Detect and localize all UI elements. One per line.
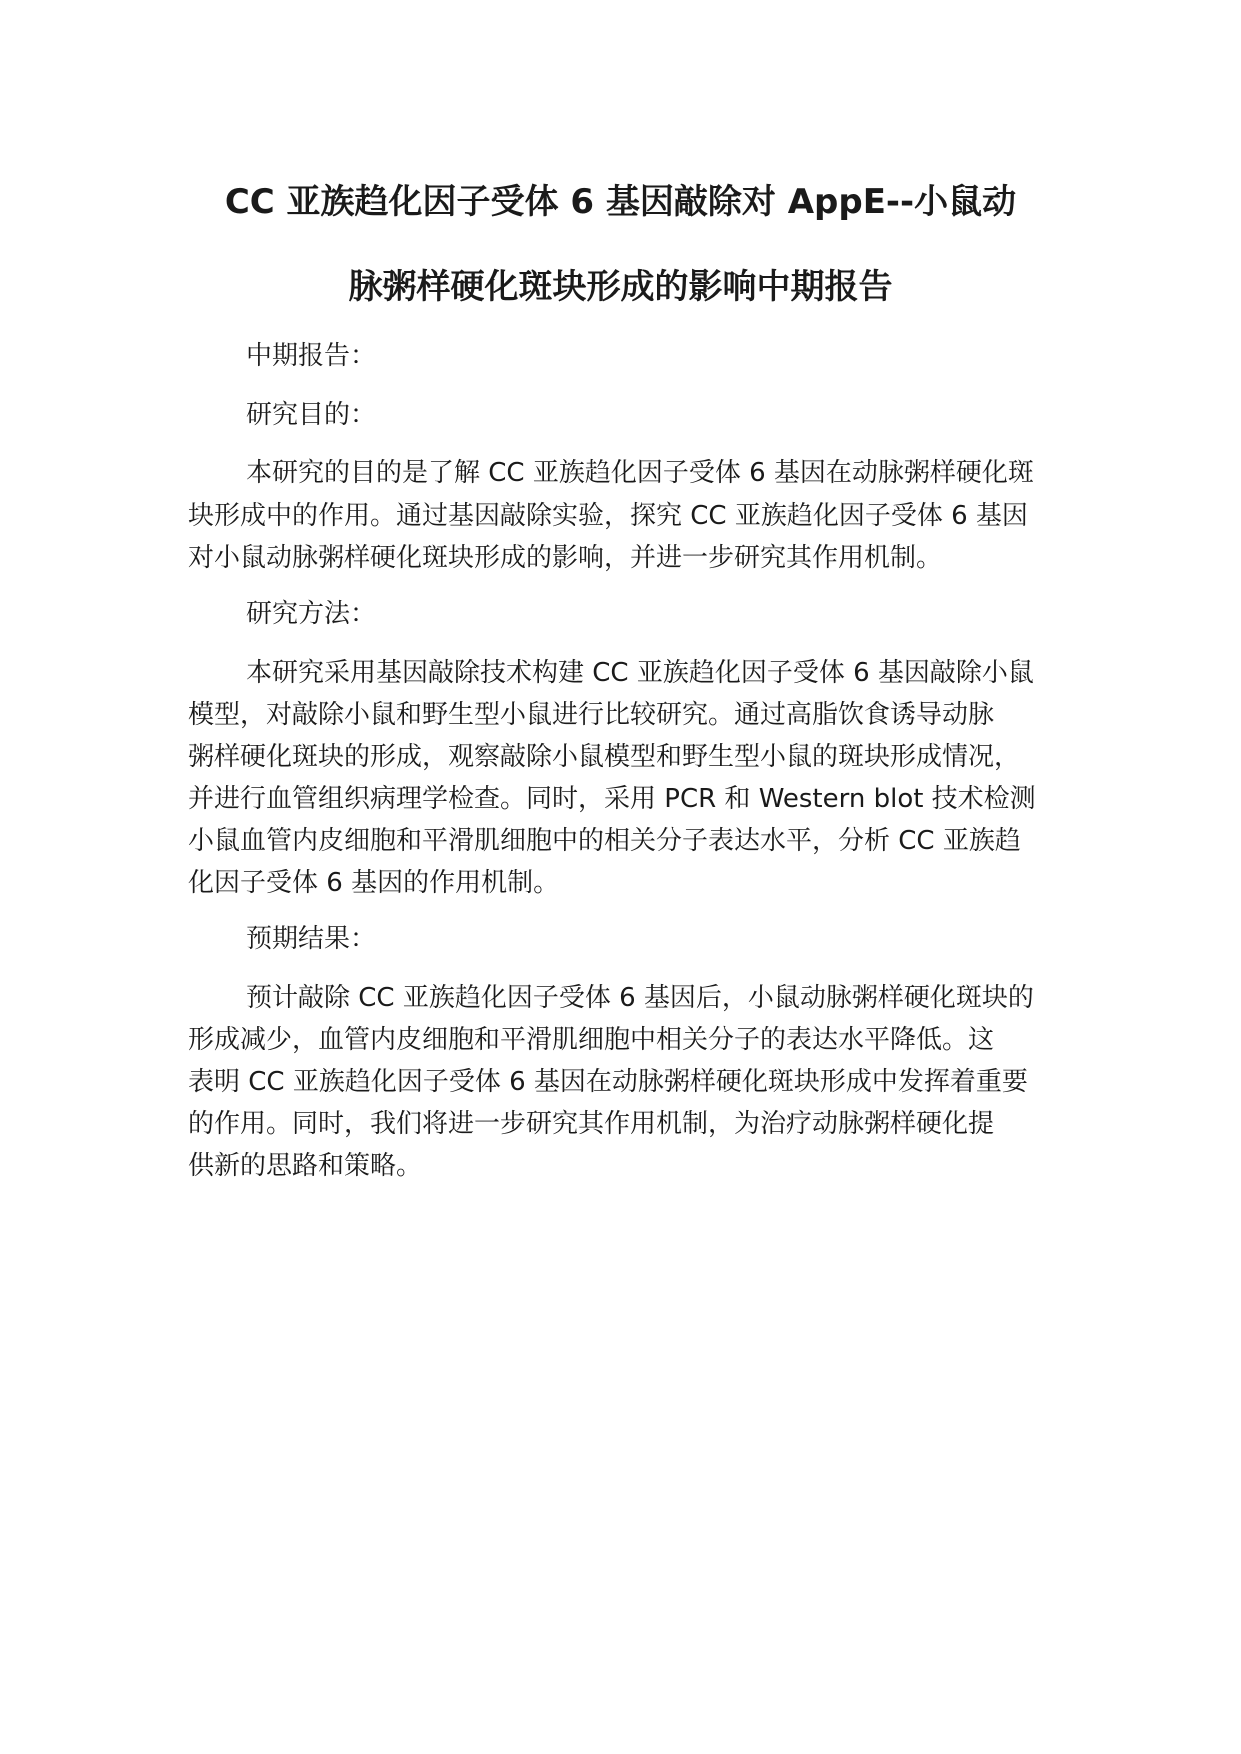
heading-expected-results: 预期结果：	[246, 924, 377, 954]
methods-line-6: 化因子受体 6 基因的作用机制。	[188, 868, 560, 898]
heading-research-methods: 研究方法：	[246, 599, 377, 629]
methods-line-5: 小鼠血管内皮细胞和平滑肌细胞中的相关分子表达水平，分析 CC 亚族趋	[188, 826, 1021, 856]
results-line-3: 表明 CC 亚族趋化因子受体 6 基因在动脉粥样硬化斑块形成中发挥着重要	[188, 1067, 1028, 1097]
results-line-2: 形成减少，血管内皮细胞和平滑肌细胞中相关分子的表达水平降低。这	[188, 1025, 995, 1055]
methods-line-2: 模型，对敲除小鼠和野生型小鼠进行比较研究。通过高脂饮食诱导动脉	[188, 700, 995, 730]
results-line-4: 的作用。同时，我们将进一步研究其作用机制，为治疗动脉粥样硬化提	[188, 1109, 995, 1139]
heading-interim-report: 中期报告：	[246, 341, 377, 371]
purpose-line-2: 块形成中的作用。通过基因敲除实验，探究 CC 亚族趋化因子受体 6 基因	[188, 501, 1028, 531]
heading-research-purpose: 研究目的：	[246, 400, 377, 430]
methods-line-3: 粥样硬化斑块的形成，观察敲除小鼠模型和野生型小鼠的斑块形成情况，	[188, 742, 1021, 772]
purpose-line-1: 本研究的目的是了解 CC 亚族趋化因子受体 6 基因在动脉粥样硬化斑	[246, 458, 1034, 488]
results-line-5: 供新的思路和策略。	[188, 1151, 423, 1181]
methods-line-4: 并进行血管组织病理学检查。同时，采用 PCR 和 Western blot 技术检测	[188, 784, 1036, 814]
methods-line-1: 本研究采用基因敲除技术构建 CC 亚族趋化因子受体 6 基因敲除小鼠	[246, 658, 1034, 688]
results-line-1: 预计敲除 CC 亚族趋化因子受体 6 基因后，小鼠动脉粥样硬化斑块的	[246, 983, 1034, 1013]
document-title-line-2: 脉粥样硬化斑块形成的影响中期报告	[348, 267, 893, 307]
document-title-line-1: CC 亚族趋化因子受体 6 基因敲除对 AppE--小鼠动	[224, 182, 1017, 222]
purpose-line-3: 对小鼠动脉粥样硬化斑块形成的影响，并进一步研究其作用机制。	[188, 543, 943, 573]
